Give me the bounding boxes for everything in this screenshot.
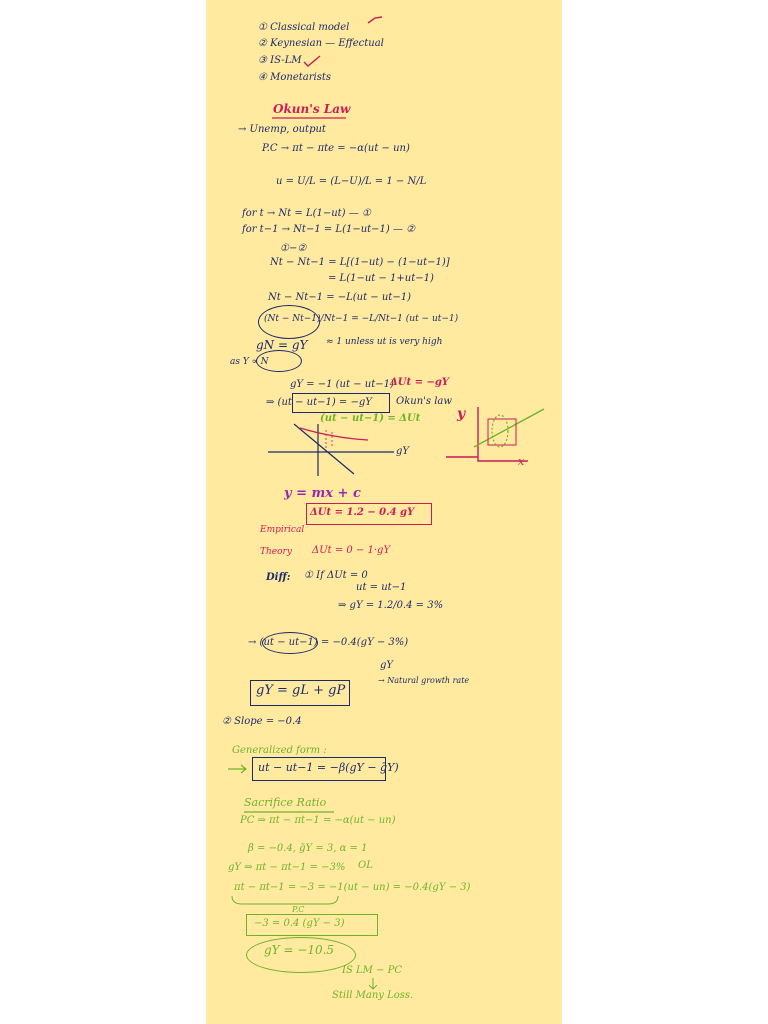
note-line: ① If ΔUt = 0 [304,570,368,581]
generalized-label: Generalized form : [232,745,327,756]
empirical-label: Empirical [260,525,305,535]
note-line: Nt − Nt−1 = L[(1−ut) − (1−ut−1)] [270,257,450,268]
note-line: gY = −1 (ut − ut−1) [290,379,394,390]
red-tick-mark [366,14,384,26]
note-line: ⇒ (ut − ut−1) = −gY [266,397,372,408]
note-line: Nt − Nt−1 = −L(ut − ut−1) [268,292,411,303]
theory-equation: ΔUt = 0 − 1·gY [312,545,391,556]
empirical-equation: ΔUt = 1.2 − 0.4 gY [310,507,415,518]
note-line: → (ut − ut−1) = −0.4(gY − 3%) [248,637,409,648]
heading-underline [242,810,338,814]
diff-label: Diff: [266,572,291,583]
note-line: → Natural growth rate [378,676,470,685]
generalized-equation: ut − ut−1 = −β(gY − ḡY) [258,761,399,774]
note-line: IS LM − PC [342,965,402,976]
note-line: (Nt − Nt−1)/Nt−1 = −L/Nt−1 (ut − ut−1) [264,314,459,324]
note-line: β = −0.4, ḡY = 3, α = 1 [248,843,368,854]
note-line: = L(1−ut − 1+ut−1) [328,273,434,284]
growth-equation: gY = gL + gP [256,683,346,698]
note-line: πt − πt−1 = −3 = −1(ut − un) = −0.4(gY − 3) [234,882,471,893]
okun-heading: Okun's Law [273,102,351,116]
note-line: ①−② [280,243,307,254]
note-line: P.C → πt − πte = −α(ut − un) [262,143,410,154]
note-line: for t → Nt = L(1−ut) — ① [242,208,371,219]
list-item: ① Classical model [258,22,350,33]
okun-graph-sketch [264,418,414,478]
sacrifice-heading: Sacrifice Ratio [244,796,327,809]
note-line: Still Many Loss. [332,990,414,1001]
note-line: gY [380,660,394,671]
note-line: gN = gY [256,338,308,352]
note-line: ≈ 1 unless ut is very high [326,337,443,347]
theory-label: Theory [260,547,292,557]
axis-label-y: y [457,406,466,422]
note-line: for t−1 → Nt−1 = L(1−ut−1) — ② [242,224,416,235]
axis-label-x: x [518,455,525,468]
note-line: → Unemp, output [238,124,326,135]
notebook-page [206,0,562,1024]
note-line: −3 = 0.4 (gY − 3) [254,918,345,929]
list-item: ③ IS-LM [258,55,302,66]
axis-label-gy: gY [396,446,410,457]
note-line: gY = −10.5 [264,943,335,957]
arrow-icon [226,764,250,774]
note-line: ut = ut−1 [356,582,407,593]
line-equation: y = mx + c [284,486,361,501]
slope-line: ② Slope = −0.4 [222,716,302,727]
note-line: Okun's law [396,396,452,407]
note-line: ⇒ gY = 1.2/0.4 = 3% [338,600,444,611]
note-line: P.C [292,905,305,914]
note-line: OL [358,860,373,871]
note-line: gY ⇒ πt − πt−1 = −3% [228,862,346,873]
down-arrow-icon [366,977,380,991]
note-line: as Y ∝ N [230,357,269,367]
list-item: ② Keynesian — Effectual [258,38,384,49]
note-line: (ut − ut−1) = ΔUt [320,413,421,424]
note-line: u = U/L = (L−U)/L = 1 − N/L [276,176,427,187]
heading-underline [270,116,350,120]
note-line: ΔUt = −gY [390,377,449,388]
red-check-mark [302,55,322,67]
list-item: ④ Monetarists [258,72,332,83]
note-line: PC ⇒ πt − πt−1 = −α(ut − un) [240,815,396,826]
bracket-underline [228,894,468,908]
